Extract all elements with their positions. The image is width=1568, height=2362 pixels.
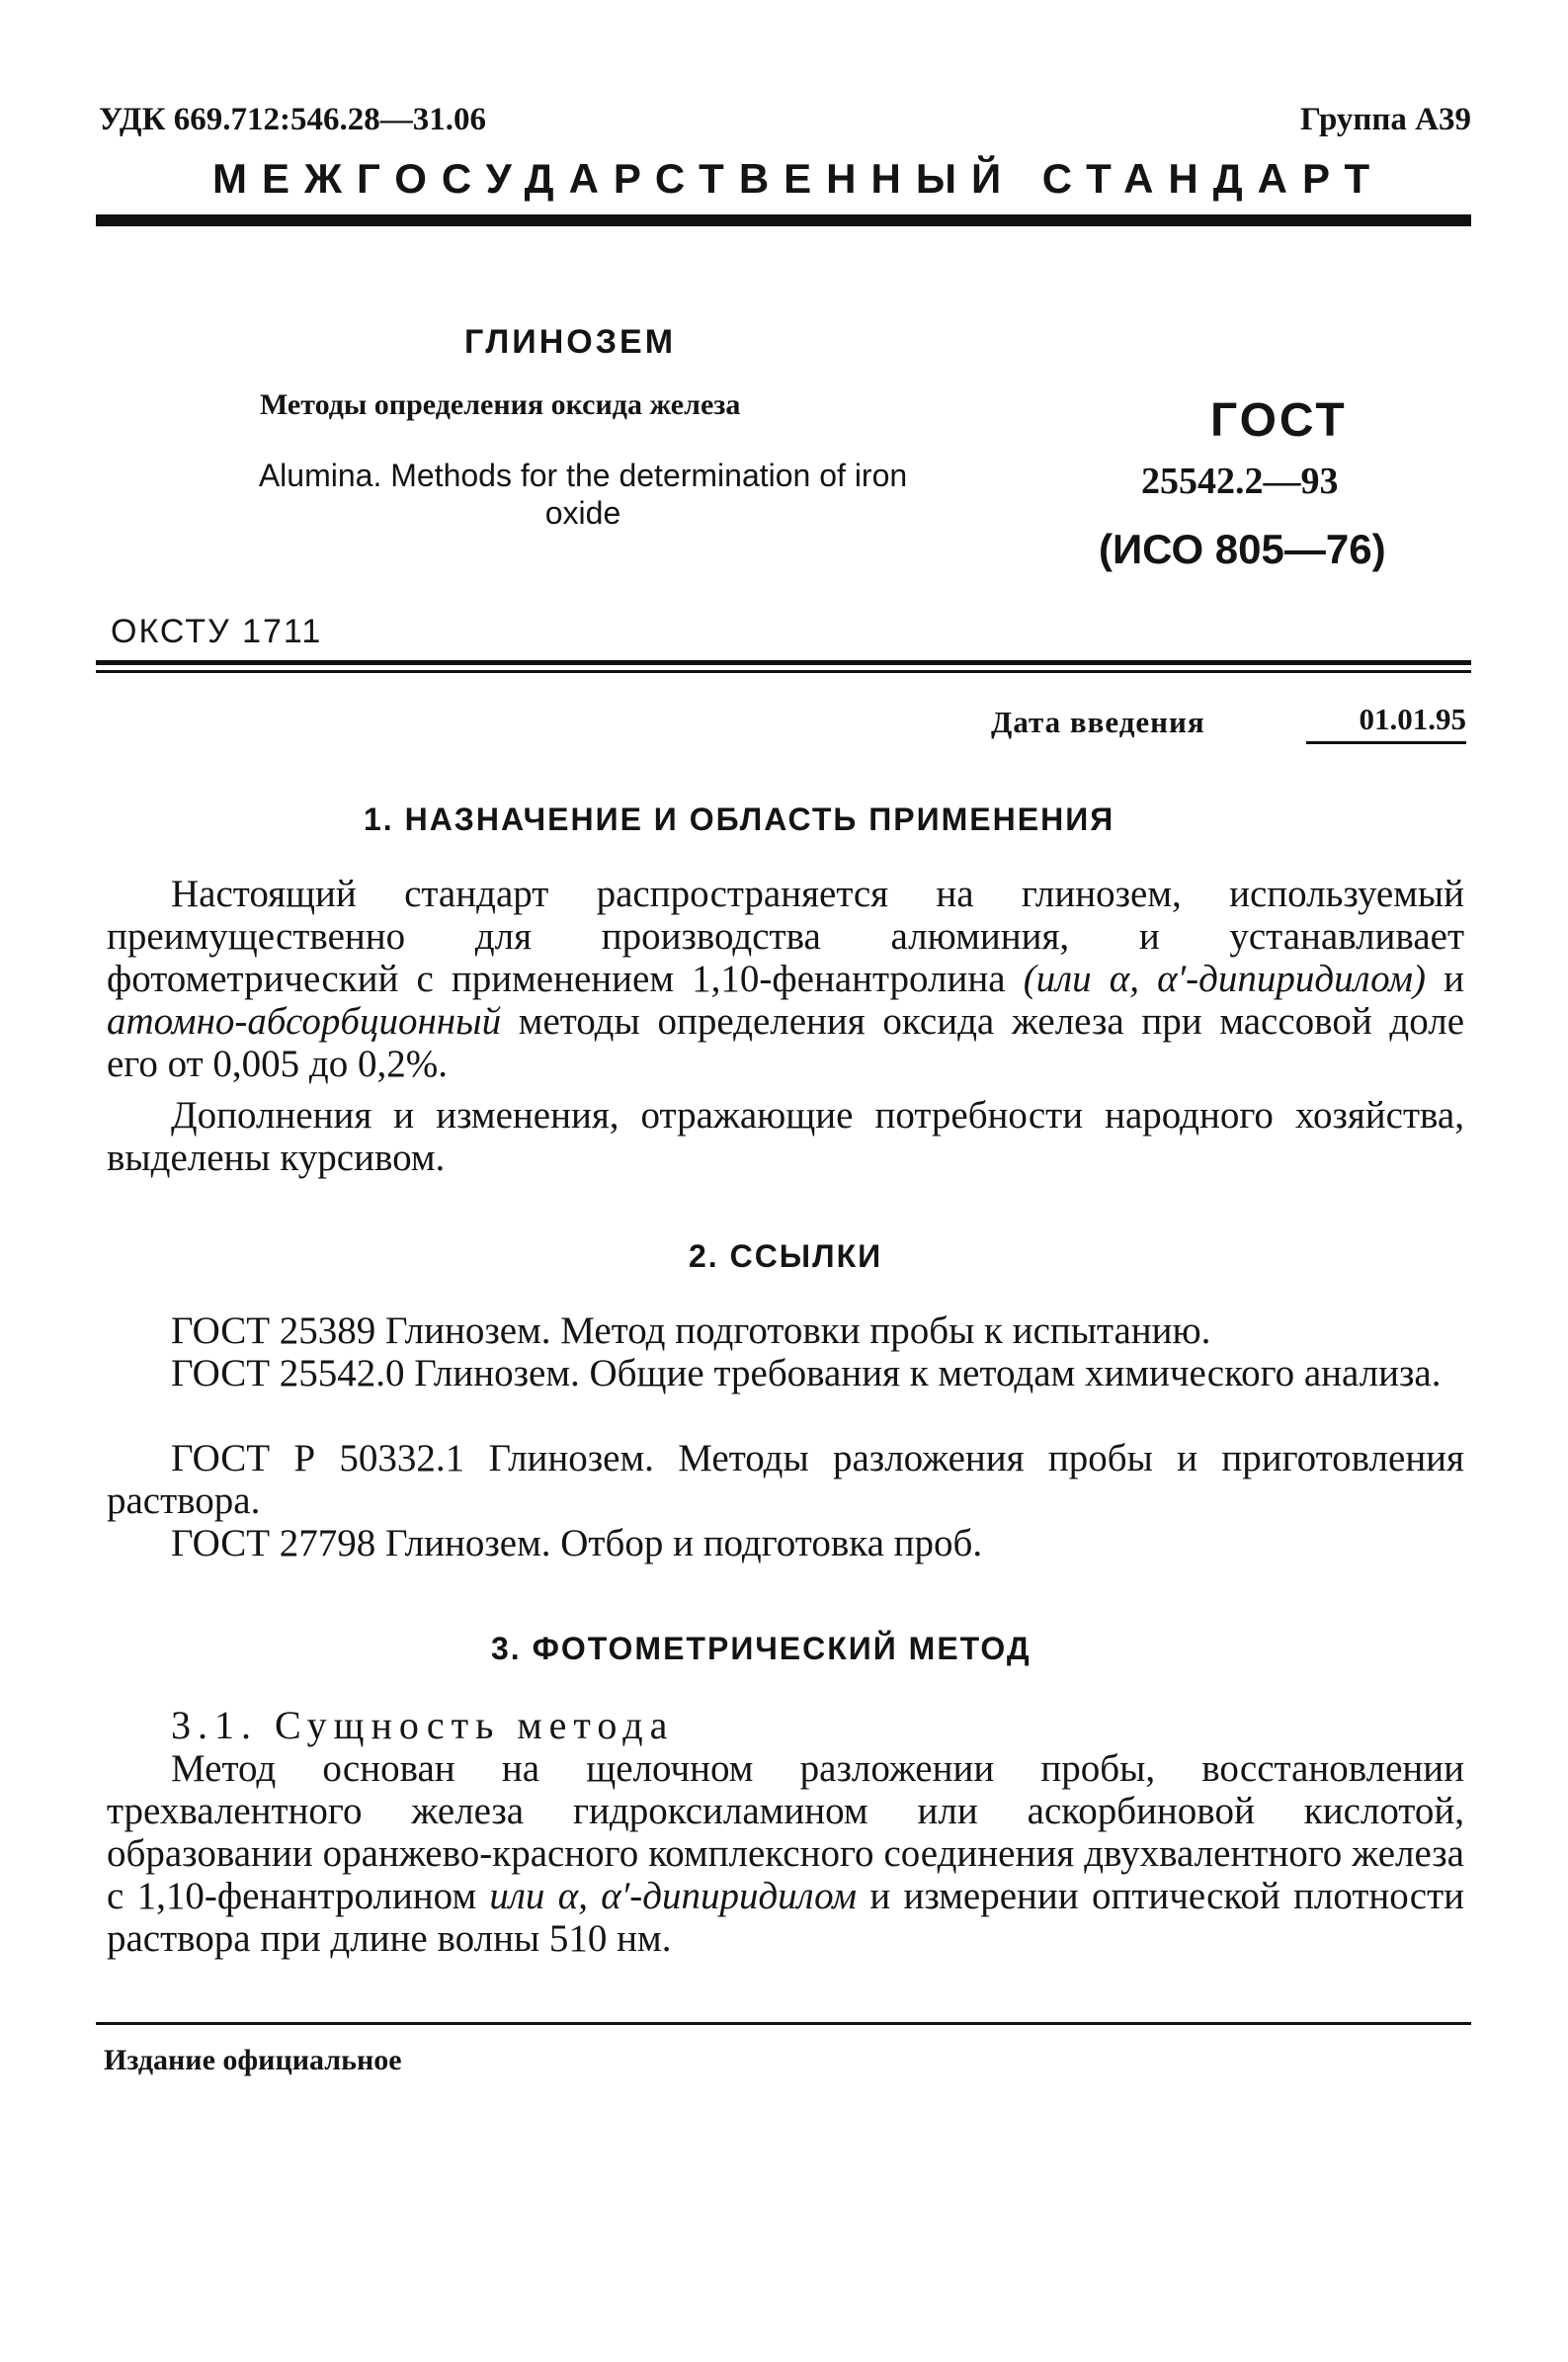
section-3-heading: 3. ФОТОМЕТРИЧЕСКИЙ МЕТОД (491, 1631, 1032, 1666)
section-1-text-b: и (1425, 958, 1464, 1000)
section-1-text-c: методы определения оксида железа при массовой доле его от 0,005 до 0,2%. (107, 1000, 1464, 1085)
introduction-date-label: Дата введения (991, 705, 1205, 739)
section-1-paragraph-1 (107, 873, 1464, 1085)
title-divider-top (96, 660, 1471, 665)
subsection-3-1-heading: 3.1. Сущность метода (171, 1703, 675, 1747)
subsection-3-1-paragraph (107, 1747, 1464, 1960)
reference-item: ГОСТ Р 50332.1 Глинозем. Методы разложения пробы и приготовления раствора. (107, 1437, 1464, 1522)
section-1-heading: 1. НАЗНАЧЕНИЕ И ОБЛАСТЬ ПРИМЕНЕНИЯ (364, 801, 1115, 837)
section-3-italic: или α, α′-дипиридилом (489, 1875, 858, 1917)
header-divider (96, 214, 1471, 226)
gost-iso-reference: (ИСО 805—76) (1099, 526, 1386, 572)
reference-item: ГОСТ 25542.0 Глинозем. Общие требования к методам химического анализа. (171, 1352, 1442, 1394)
section-1-text-a: Настоящий стандарт распространяется на глинозем, используемый преимущественно для производства алюминия, и устанавливает фотометрический с применением 1,10-фенантролина (107, 873, 1464, 1000)
section-1-paragraph-2: Дополнения и изменения, отражающие потребности народного хозяйства, выделены курсивом. (107, 1094, 1464, 1179)
reference-item: ГОСТ 25389 Глинозем. Метод подготовки пробы к испытанию. (171, 1309, 1211, 1352)
section-1-italic-b: атомно-абсорбционный (107, 1000, 502, 1043)
section-2-heading: 2. ССЫЛКИ (689, 1238, 883, 1274)
oksty-code: ОКСТУ 1711 (111, 613, 323, 650)
subtitle-russian: Методы определения оксида железа (260, 388, 741, 421)
subtitle-english: Alumina. Methods for the determination of iron oxide (258, 458, 908, 531)
section-1-italic-a: (или α, α′-дипиридилом) (1023, 958, 1426, 1000)
interstate-standard-banner: МЕЖГОСУДАРСТВЕННЫЙ СТАНДАРТ (212, 155, 1385, 202)
title-divider-bottom (96, 670, 1471, 673)
udk-code: УДК 669.712:546.28—31.06 (99, 102, 487, 137)
reference-item: ГОСТ 27798 Глинозем. Отбор и подготовка проб. (171, 1522, 983, 1564)
group-code: Группа А39 (1300, 102, 1471, 137)
section-3-text-b: и измерении оптической плотности раствора при длине волны 510 нм. (107, 1875, 1464, 1960)
section-3-text-a: Метод основан на щелочном разложении пробы, восстановлении трехвалентного железа гидроксиламином или аскорбиновой кислотой, образовании оранжево-красного комплексного соединения двухвалентного железа с 1,10-фенантролином (107, 1747, 1464, 1917)
footer-divider (96, 2022, 1471, 2025)
gost-label: ГОСТ (1210, 394, 1348, 447)
official-edition-label: Издание официальное (104, 2044, 402, 2076)
document-title: ГЛИНОЗЕМ (464, 323, 677, 361)
introduction-date-value: 01.01.95 (1306, 702, 1466, 744)
gost-number: 25542.2—93 (1141, 461, 1339, 502)
